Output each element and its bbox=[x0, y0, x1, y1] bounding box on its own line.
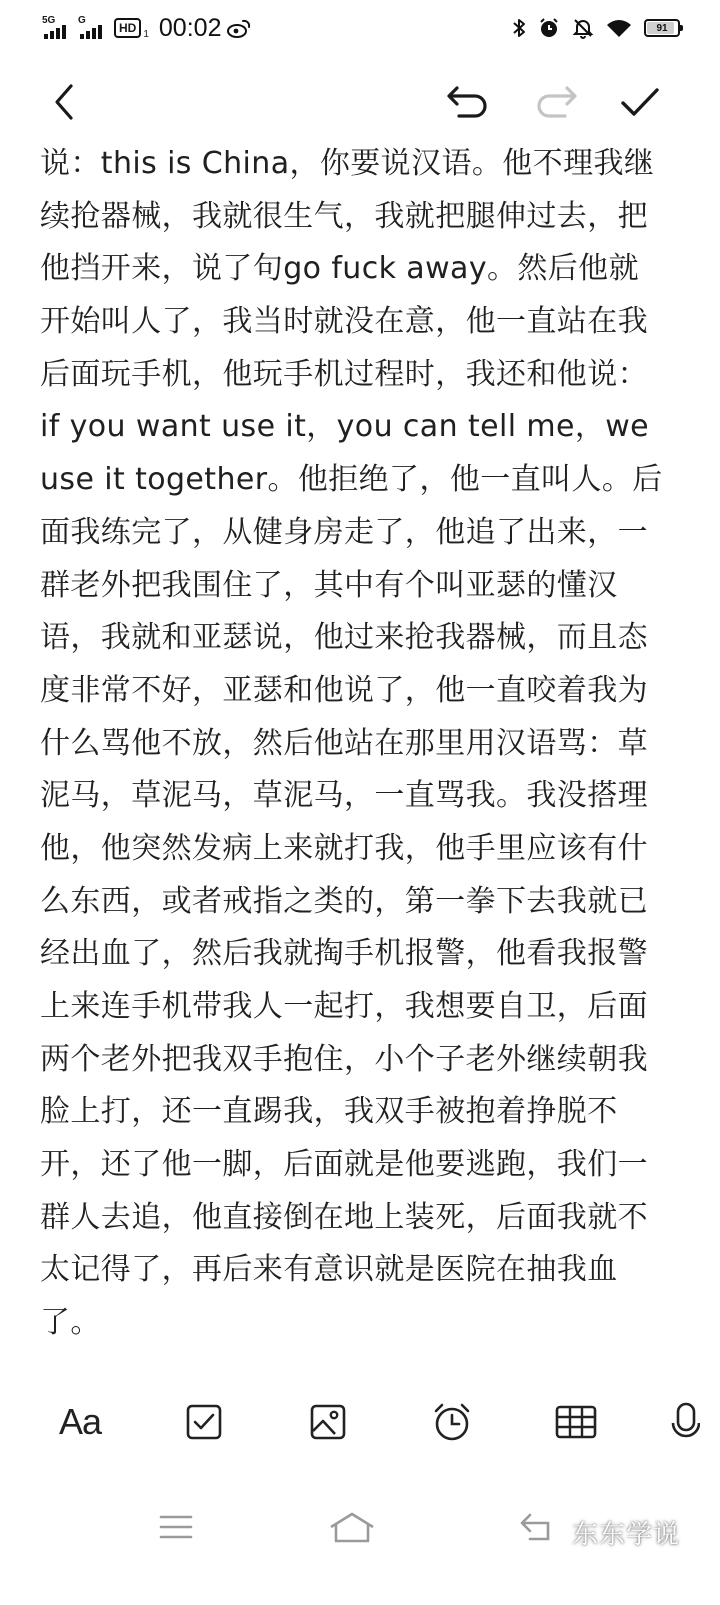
sim1-signal bbox=[42, 15, 72, 41]
note-line: 面我练完了，从健身房走了，他追了出来，一 bbox=[40, 514, 648, 550]
editor-toolbar bbox=[0, 72, 720, 136]
note-line: 么东西，或者戒指之类的，第一拳下去我就已 bbox=[40, 883, 648, 919]
note-line: 他，他突然发病上来就打我，他手里应该有什 bbox=[40, 830, 648, 866]
redo-button[interactable] bbox=[528, 72, 584, 132]
note-line: 上来连手机带我人一起打，我想要自卫，后面 bbox=[40, 989, 648, 1024]
undo-icon bbox=[445, 82, 491, 122]
note-line: 群老外把我围住了，其中有个叫亚瑟的懂汉 bbox=[40, 567, 618, 603]
note-line: 什么骂他不放，然后他站在那里用汉语骂：草 bbox=[40, 725, 648, 761]
table-icon bbox=[555, 1404, 597, 1440]
home-button[interactable] bbox=[322, 1504, 382, 1550]
note-line: use it together。他拒绝了，他一直叫人。后 bbox=[40, 462, 663, 498]
back-icon bbox=[49, 82, 79, 122]
status-right bbox=[512, 14, 680, 42]
status-time: 00:02 bbox=[158, 13, 222, 42]
voice-input-button[interactable] bbox=[670, 1392, 720, 1452]
recent-apps-button[interactable] bbox=[146, 1504, 206, 1550]
home-icon bbox=[327, 1511, 377, 1543]
battery-percent: 91 bbox=[656, 22, 668, 34]
alarm-clock-icon bbox=[431, 1401, 473, 1443]
back-button[interactable] bbox=[36, 72, 92, 132]
note-line: 脸上打，还一直踢我，我双手被抱着挣脱不 bbox=[40, 1094, 618, 1130]
note-line: 说：this is China，你要说汉语。他不理我继 bbox=[40, 146, 655, 181]
bluetooth-icon bbox=[512, 17, 526, 39]
table-button[interactable] bbox=[546, 1392, 606, 1452]
note-line: 群人去追，他直接倒在地上装死，后面我就不 bbox=[40, 1199, 648, 1235]
wifi-icon bbox=[606, 18, 632, 38]
text-style-icon: Aa bbox=[58, 1401, 102, 1442]
note-line: 后面玩手机，他玩手机过程时，我还和他说： bbox=[40, 356, 648, 392]
status-bar bbox=[0, 0, 720, 56]
reminder-button[interactable] bbox=[422, 1392, 482, 1452]
note-line: 开始叫人了，我当时就没在意，他一直站在我 bbox=[40, 304, 648, 340]
menu-icon bbox=[159, 1513, 193, 1541]
hd-sub-label: 1 bbox=[143, 28, 149, 40]
note-text-editor[interactable] bbox=[40, 138, 680, 1350]
sim2-network-label: G bbox=[78, 15, 86, 26]
image-icon bbox=[309, 1403, 347, 1441]
watermark: 东东学说 bbox=[572, 1520, 681, 1550]
weibo-icon bbox=[227, 18, 251, 38]
note-line: 泥马，草泥马，草泥马，一直骂我。我没搭理 bbox=[40, 778, 648, 814]
note-line: 两个老外把我双手抱住，小个子老外继续朝我 bbox=[40, 1041, 648, 1077]
note-line: 他挡开来，说了句go fuck away。然后他就 bbox=[40, 251, 639, 287]
sim2-signal bbox=[78, 15, 108, 41]
format-toolbar bbox=[0, 1392, 720, 1462]
checklist-button[interactable] bbox=[174, 1392, 234, 1452]
image-button[interactable] bbox=[298, 1392, 358, 1452]
undo-button[interactable] bbox=[440, 72, 496, 132]
back-nav-button[interactable] bbox=[508, 1504, 568, 1550]
status-left bbox=[42, 12, 251, 44]
note-line: 了。 bbox=[40, 1305, 101, 1341]
checklist-icon bbox=[185, 1403, 223, 1441]
note-line: 语，我就和亚瑟说，他过来抢我器械，而且态 bbox=[40, 620, 648, 656]
note-line: if you want use it，you can tell me，we bbox=[40, 409, 650, 445]
redo-icon bbox=[533, 82, 579, 122]
note-line: 续抢器械，我就很生气，我就把腿伸过去，把 bbox=[40, 198, 648, 234]
check-icon bbox=[619, 82, 661, 122]
alarm-icon bbox=[538, 17, 560, 39]
mute-icon bbox=[572, 17, 594, 39]
battery-indicator bbox=[644, 19, 680, 37]
note-line: 度非常不好，亚瑟和他说了，他一直咬着我为 bbox=[40, 672, 648, 708]
hd-badge: HD bbox=[114, 18, 141, 38]
sim1-network-label: 5G bbox=[42, 15, 56, 26]
microphone-icon bbox=[670, 1401, 700, 1443]
note-line: 开，还了他一脚，后面就是他要逃跑，我们一 bbox=[40, 1147, 648, 1183]
text-style-button[interactable] bbox=[50, 1392, 110, 1452]
done-button[interactable] bbox=[612, 72, 668, 132]
back-nav-icon bbox=[518, 1511, 558, 1543]
note-line: 太记得了，再后来有意识就是医院在抽我血 bbox=[40, 1252, 618, 1288]
note-line: 经出血了，然后我就掏手机报警，他看我报警 bbox=[40, 936, 648, 972]
